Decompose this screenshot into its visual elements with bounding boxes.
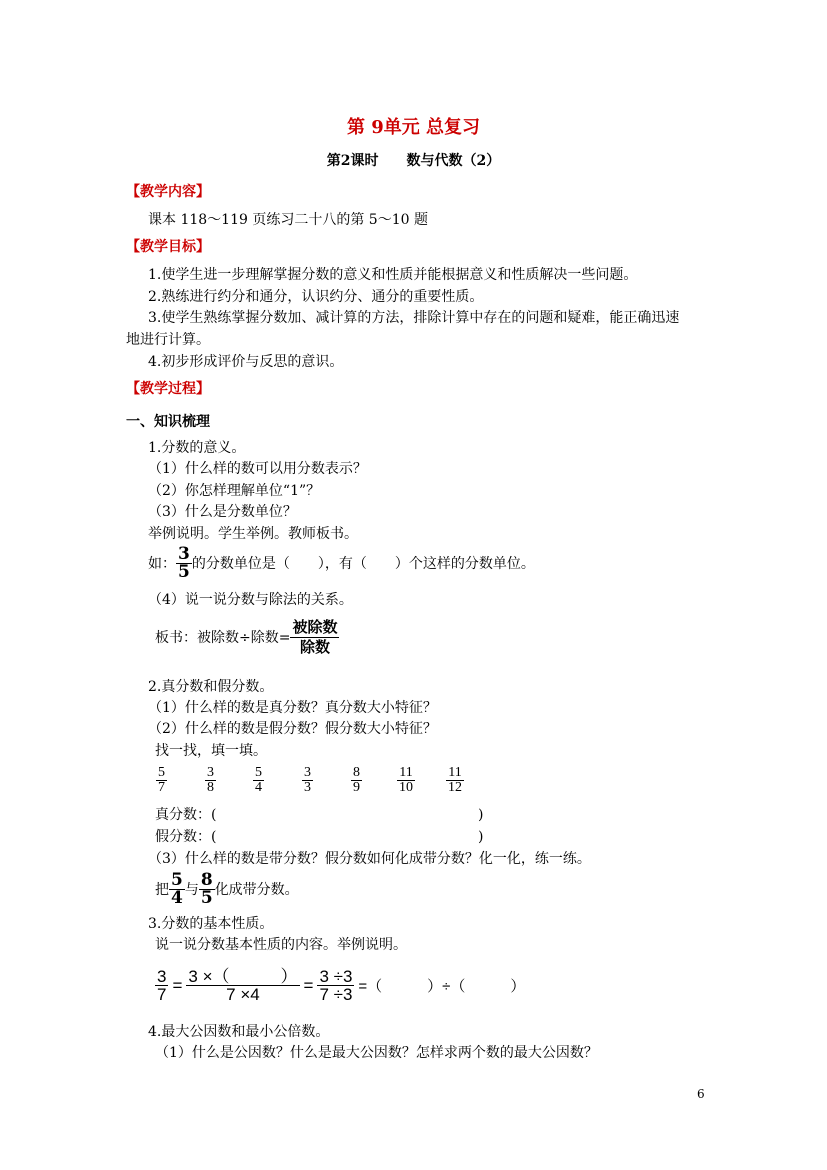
paragraph: （2）什么样的数是假分数？假分数大小特征？ (148, 721, 437, 737)
goals-heading: 【教学目标】 (126, 239, 210, 255)
fraction: $\frac{8}{9}$ (353, 765, 360, 795)
fraction: $\frac{11}{10}$ (399, 765, 413, 795)
fraction: $\frac{3 \div 3}{7 \div 3}$ (319, 967, 353, 1004)
fraction: $\frac{5}{4}$ (171, 870, 183, 908)
goal-item: 2.熟练进行约分和通分，认识约分、通分的重要性质。 (148, 289, 484, 305)
page-title: 第 9单元 总复习 (346, 117, 481, 138)
proper-label: 真分数：( (155, 807, 217, 823)
board-formula (155, 620, 339, 655)
paragraph: （4）说一说分数与除法的关系。 (148, 592, 353, 608)
fraction: $\frac{3}{3}$ (304, 765, 311, 795)
goal-item: 4.初步形成评价与反思的意识。 (148, 354, 344, 370)
paragraph: 4.最大公因数和最小公倍数。 (148, 1024, 330, 1040)
convert-exercise: 把 $\frac{5}{4}$ 与 $\frac{8}{5}$ 化成带分数。 (155, 870, 299, 908)
close-paren: ) (478, 829, 484, 845)
paragraph: （1）什么是公因数？什么是最大公因数？怎样求两个数的最大公因数？ (155, 1045, 598, 1061)
paragraph: 说一说分数基本性质的内容。举例说明。 (155, 937, 407, 953)
fraction: $\frac{11}{12}$ (448, 765, 462, 795)
unit-example (148, 546, 535, 581)
example-prefix: 如： (148, 555, 176, 572)
paragraph: （3）什么是分数单位？ (148, 504, 297, 520)
paragraph: 2.真分数和假分数。 (148, 679, 274, 695)
improper-label: 假分数：( (155, 829, 217, 845)
content-text: 课本 118～119 页练习二十八的第 5～10 题 (148, 212, 428, 228)
division-fraction: $\frac{\text{被除数}}{\text{除数}}$ (292, 618, 338, 656)
goal-item: 3.使学生熟练掌握分数加、减计算的方法，排除计算中存在的问题和疑难，能正确迅速 (148, 310, 680, 326)
fraction: $\frac{3 \times( )}{7 \times 4}$ (188, 967, 298, 1004)
fraction: $\frac{5}{7}$ (158, 765, 165, 795)
fraction: $\frac{3}{8}$ (207, 765, 214, 795)
fraction: $\frac{3}{7}$ (157, 967, 167, 1004)
paragraph: 找一找，填一填。 (155, 743, 267, 759)
fraction: $\frac{8}{5}$ (200, 870, 213, 908)
board-prefix: 板书：被除数÷除数= (155, 629, 291, 646)
goal-item: 地进行计算。 (126, 332, 210, 348)
paragraph: （3）什么样的数是带分数？假分数如何化成带分数？化一化，练一练。 (148, 851, 591, 867)
goal-item: 1.使学生进一步理解掌握分数的意义和性质并能根据意义和性质解决一些问题。 (148, 267, 638, 283)
lesson-subtitle: 第2课时 数与代数（2） (326, 153, 501, 169)
process-heading: 【教学过程】 (126, 381, 210, 397)
paragraph: （1）什么样的数可以用分数表示？ (148, 461, 367, 477)
example-suffix: 的分数单位是（ ），有（ ）个这样的分数单位。 (191, 555, 535, 572)
fraction: $\frac{5}{4}$ (255, 765, 262, 795)
paragraph: （2）你怎样理解单位“1”？ (148, 483, 321, 499)
paragraph: 举例说明。学生举例。教师板书。 (148, 526, 358, 542)
property-equation: $\frac{3}{7}$ = $\frac{3 \times( )}{7 \times 4}$ = $\frac{3 \div 3}{7 \div 3}$ =（ ）÷（ ） (157, 967, 526, 1004)
fraction: $\frac{3}{5}$ (178, 544, 190, 582)
page-number: 6 (697, 1087, 705, 1101)
section-heading: 一、知识梳理 (126, 414, 210, 430)
paragraph: 3.分数的基本性质。 (148, 916, 274, 932)
content-heading: 【教学内容】 (126, 184, 210, 200)
paragraph: 1.分数的意义。 (148, 440, 246, 456)
close-paren: ) (478, 807, 484, 823)
paragraph: （1）什么样的数是真分数？真分数大小特征？ (148, 700, 437, 716)
